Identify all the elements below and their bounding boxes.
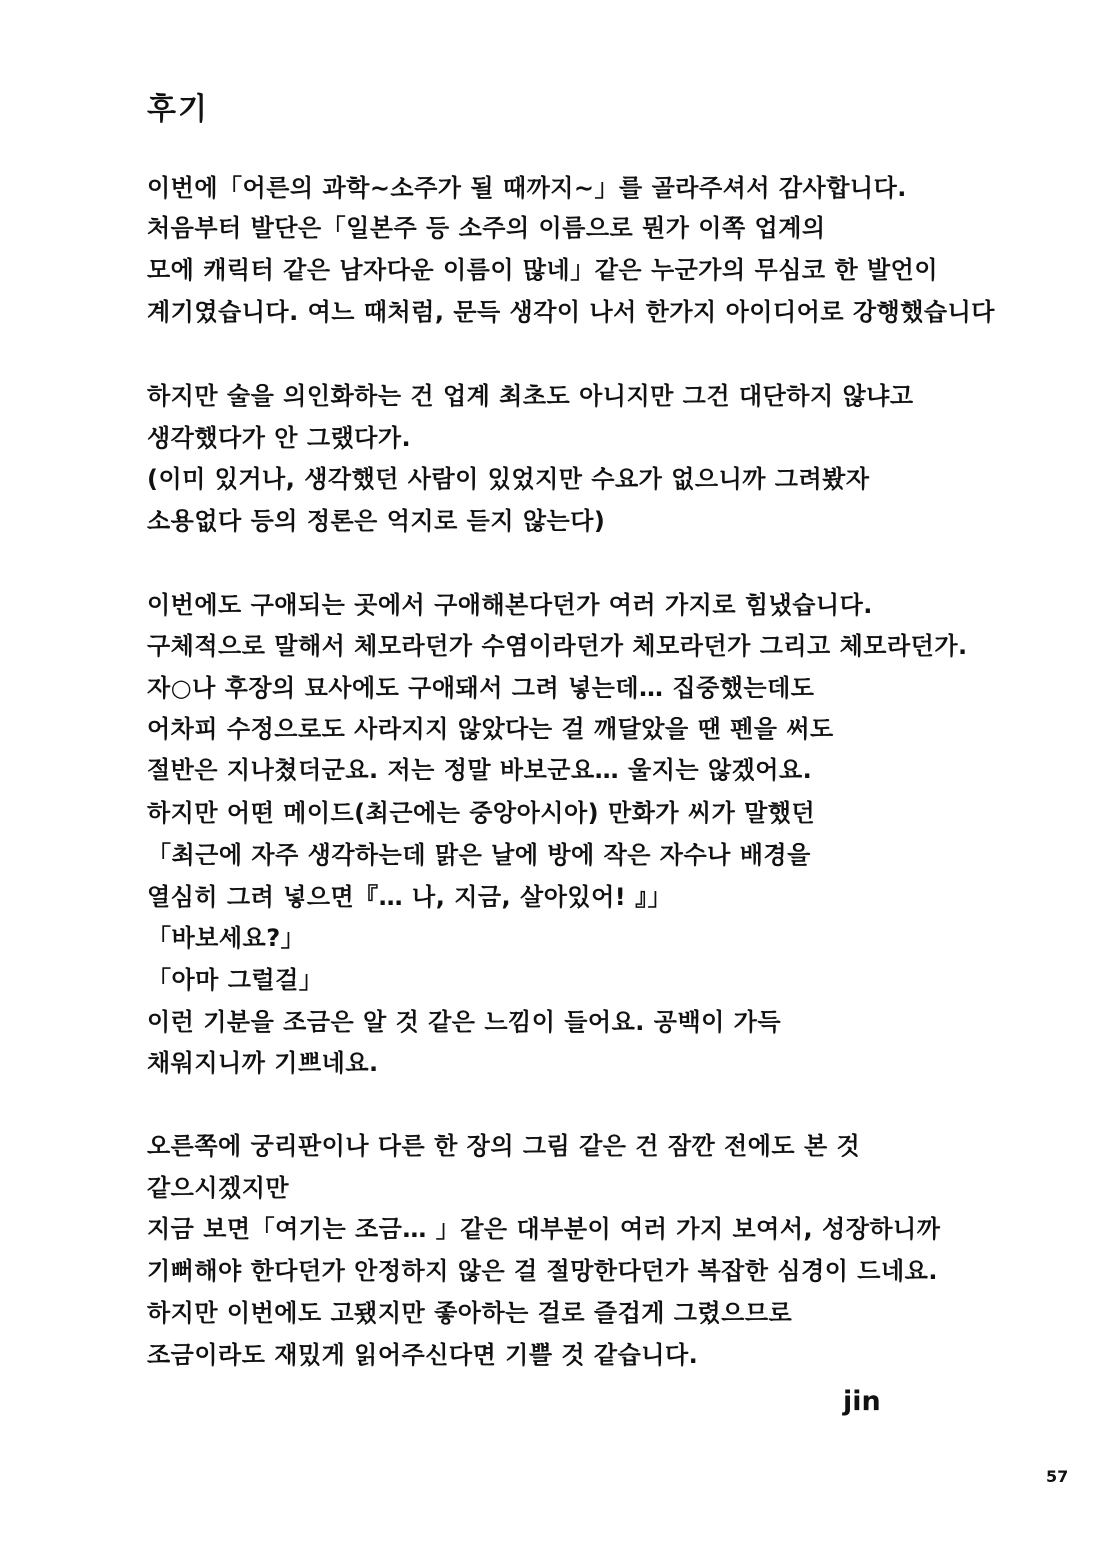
text-line: 「최근에 자주 생각하는데 맑은 날에 방에 작은 자수나 배경을 [147, 841, 811, 869]
text-line: 하지만 어떤 메이드(최근에는 중앙아시아) 만화가 씨가 말했던 [147, 799, 816, 827]
text-line: 조금이라도 재밌게 읽어주신다면 기쁠 것 같습니다. [147, 1341, 699, 1369]
text-line: 처음부터 발단은「일본주 등 소주의 이름으로 뭔가 이쪽 업계의 [147, 214, 826, 242]
author-signature: jin [843, 1386, 881, 1417]
page-title: 후기 [147, 92, 209, 127]
text-line: 이런 기분을 조금은 알 것 같은 느낌이 들어요. 공백이 가득 [147, 1008, 782, 1036]
text-line: 기뻐해야 한다던가 안정하지 않은 걸 절망한다던가 복잡한 심경이 드네요. [147, 1257, 938, 1285]
text-line: 이번에「어른의 과학∼소주가 될 때까지∼」를 골라주셔서 감사합니다. [147, 174, 907, 202]
text-line: 지금 보면「여기는 조금… 」같은 대부분이 여러 가지 보여서, 성장하니까 [147, 1215, 941, 1243]
text-line: 구체적으로 말해서 체모라던가 수염이라던가 체모라던가 그리고 체모라던가. [147, 632, 968, 660]
text-line: 이번에도 구애되는 곳에서 구애해본다던가 여러 가지로 힘냈습니다. [147, 591, 873, 619]
text-line: (이미 있거나, 생각했던 사람이 있었지만 수요가 없으니까 그려봤자 [147, 465, 870, 493]
text-line: 생각했다가 안 그랬다가. [147, 424, 412, 452]
text-line: 같으시겠지만 [147, 1174, 290, 1202]
text-line: 소용없다 등의 정론은 억지로 듣지 않는다) [147, 507, 606, 535]
text-line: 하지만 이번에도 고됐지만 좋아하는 걸로 즐겁게 그렸으므로 [147, 1299, 793, 1327]
page-number: 57 [1046, 1467, 1069, 1486]
text-line: 「바보세요?」 [147, 924, 306, 952]
text-line: 계기였습니다. 여느 때처럼, 문득 생각이 나서 한가지 아이디어로 강행했습니다 [147, 298, 995, 326]
text-line: 모에 캐릭터 같은 남자다운 이름이 많네」같은 누군가의 무심코 한 발언이 [147, 256, 939, 284]
text-line: 하지만 술을 의인화하는 건 업계 최초도 아니지만 그건 대단하지 않냐고 [147, 382, 914, 410]
text-line: 절반은 지나쳤더군요. 저는 정말 바보군요… 울지는 않겠어요. [147, 756, 813, 784]
text-line: 자○나 후장의 묘사에도 구애돼서 그려 넣는데… 집중했는데도 [147, 674, 815, 702]
text-line: 「아마 그럴걸」 [147, 966, 324, 994]
text-line: 오른쪽에 궁리판이나 다른 한 장의 그림 같은 건 잠깐 전에도 본 것 [147, 1132, 861, 1160]
text-line: 어차피 수정으로도 사라지지 않았다는 걸 깨달았을 땐 펜을 써도 [147, 715, 834, 743]
text-line: 채워지니까 기쁘네요. [147, 1049, 379, 1077]
text-line: 열심히 그려 넣으면『… 나, 지금, 살아있어! 』」 [147, 883, 673, 911]
